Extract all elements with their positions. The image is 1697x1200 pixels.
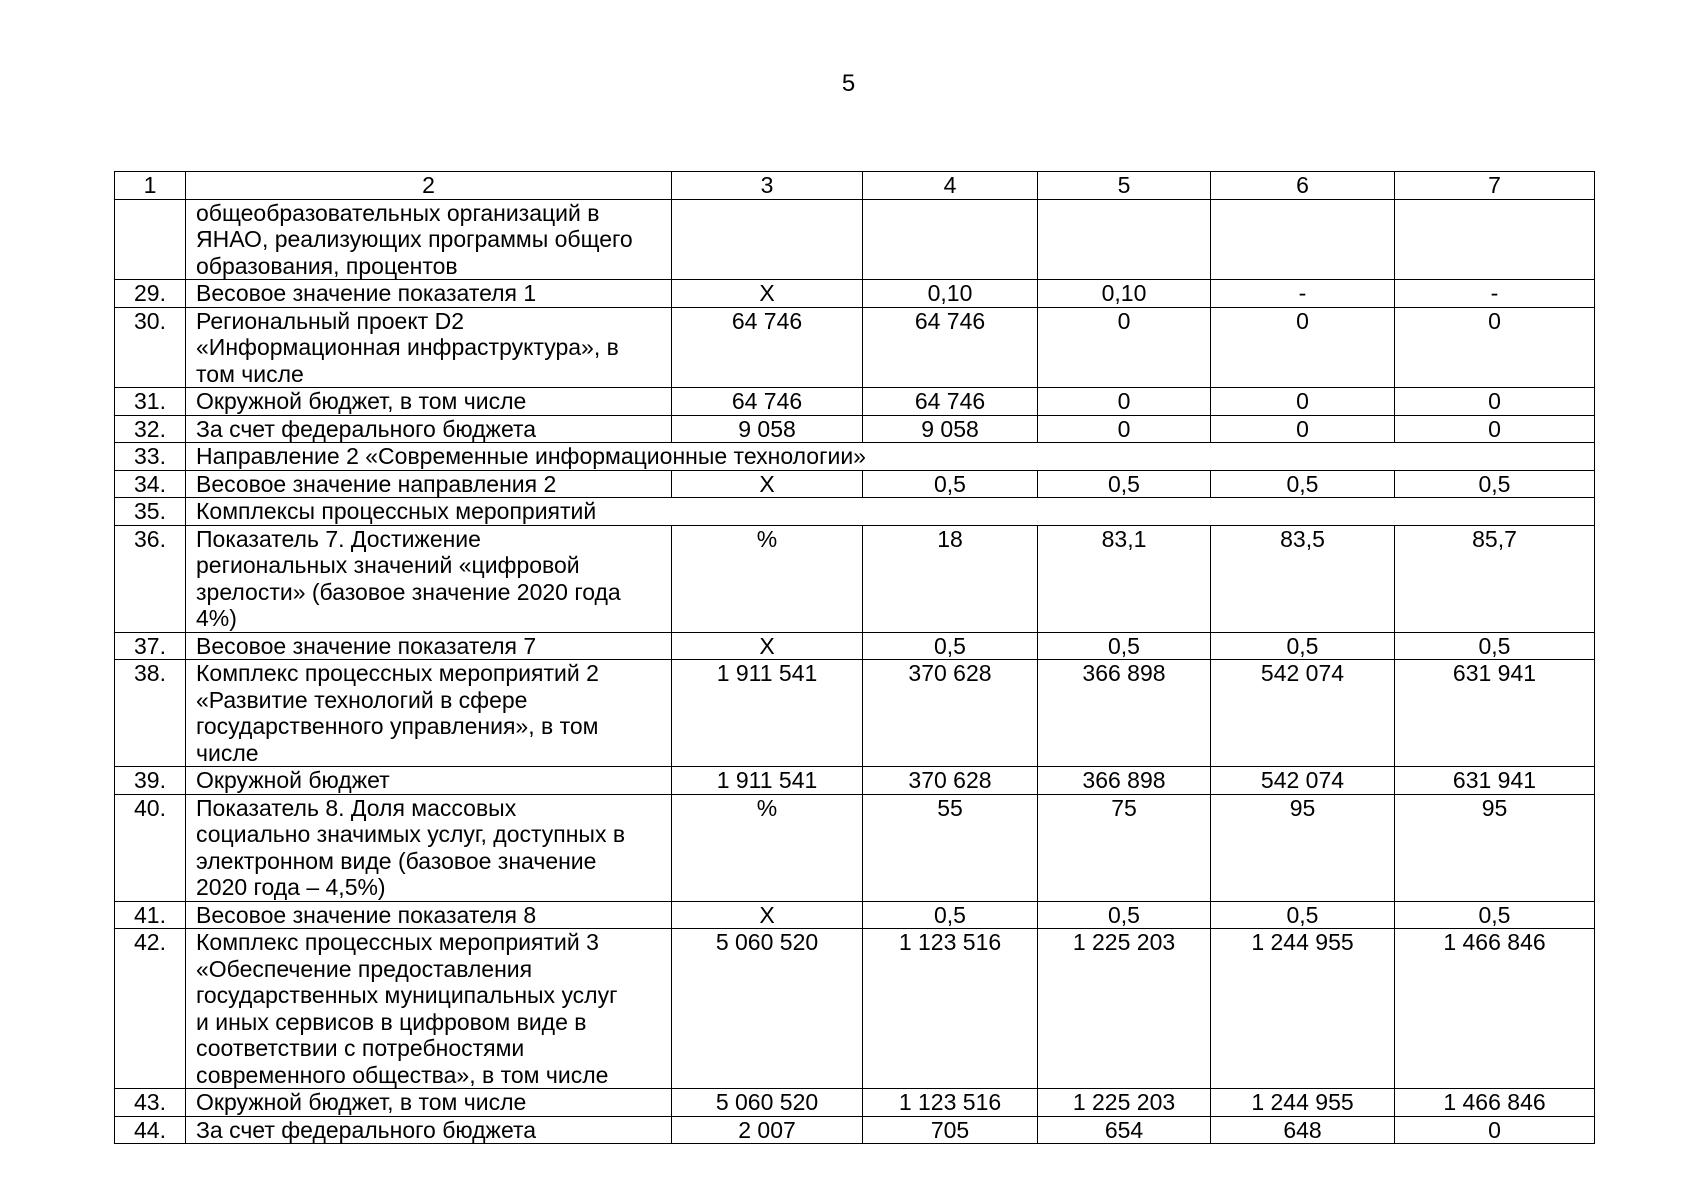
description-line: и иных сервисов в цифровом виде в xyxy=(196,1008,587,1035)
value-cell: 1 244 955 xyxy=(1211,1089,1395,1117)
value-cell: 0,5 xyxy=(863,632,1038,660)
value-cell: 0,5 xyxy=(1395,901,1595,929)
value-cell: 55 xyxy=(863,794,1038,901)
value-cell: 0 xyxy=(1211,388,1395,416)
value-cell: 1 123 516 xyxy=(863,929,1038,1089)
description-line: общеобразовательных организаций в xyxy=(196,199,600,226)
value-cell xyxy=(1395,199,1595,280)
table-row xyxy=(115,794,1595,901)
budget-table xyxy=(114,171,1595,1144)
header-cell: 2 xyxy=(186,172,672,200)
page-number: 5 xyxy=(841,70,856,97)
description-cell xyxy=(186,1116,672,1144)
table-row xyxy=(115,470,1595,498)
value-cell xyxy=(863,199,1038,280)
header-cell: 4 xyxy=(863,172,1038,200)
table-row xyxy=(115,443,1595,471)
description-line: «Обеспечение предоставления xyxy=(196,955,533,982)
value-cell: 18 xyxy=(863,525,1038,632)
value-cell: 5 060 520 xyxy=(672,929,863,1089)
row-number-cell: 39. xyxy=(115,767,186,795)
row-number-cell: 43. xyxy=(115,1089,186,1117)
description-cell xyxy=(186,525,672,632)
row-number-cell: 30. xyxy=(115,307,186,388)
table-row xyxy=(115,929,1595,1089)
description-line: Показатель 7. Достижение xyxy=(196,525,481,552)
description-line: Региональный проект D2 xyxy=(196,307,464,334)
value-cell: 1 911 541 xyxy=(672,767,863,795)
description-cell xyxy=(186,280,672,308)
table-row xyxy=(115,199,1595,280)
description-cell xyxy=(186,632,672,660)
description-line: государственного управления», в том xyxy=(196,713,599,739)
row-number-cell: 31. xyxy=(115,388,186,416)
value-cell: 64 746 xyxy=(672,307,863,388)
value-cell: 64 746 xyxy=(863,307,1038,388)
table-row xyxy=(115,660,1595,767)
value-cell: 366 898 xyxy=(1038,660,1211,767)
value-cell: 9 058 xyxy=(863,415,1038,443)
value-cell: 705 xyxy=(863,1116,1038,1144)
description-line: Комплекс процессных мероприятий 2 xyxy=(196,660,599,686)
value-cell: 64 746 xyxy=(863,388,1038,416)
description-line: Весовое значение направления 2 xyxy=(196,470,557,497)
description-cell xyxy=(186,794,672,901)
value-cell: Х xyxy=(672,632,863,660)
description-line: числе xyxy=(196,739,259,766)
description-cell xyxy=(186,199,672,280)
header-cell: 3 xyxy=(672,172,863,200)
value-cell: 0,5 xyxy=(1211,632,1395,660)
value-cell: 631 941 xyxy=(1395,660,1595,767)
row-number-cell: 44. xyxy=(115,1116,186,1144)
row-number-cell: 33. xyxy=(115,443,186,471)
section-heading-cell: Комплексы процессных мероприятий xyxy=(186,498,1595,526)
value-cell: 1 225 203 xyxy=(1038,929,1211,1089)
description-line: «Информационная инфраструктура», в xyxy=(196,334,619,360)
value-cell: Х xyxy=(672,470,863,498)
value-cell: 0,5 xyxy=(863,901,1038,929)
row-number-cell: 42. xyxy=(115,929,186,1089)
table-row xyxy=(115,280,1595,308)
value-cell: 631 941 xyxy=(1395,767,1595,795)
value-cell: 0,10 xyxy=(1038,280,1211,308)
value-cell: 2 007 xyxy=(672,1116,863,1144)
description-line: Весовое значение показателя 1 xyxy=(196,280,537,306)
value-cell: 0 xyxy=(1038,415,1211,443)
description-cell xyxy=(186,929,672,1089)
value-cell: Х xyxy=(672,901,863,929)
value-cell: 95 xyxy=(1211,794,1395,901)
description-line: Весовое значение показателя 7 xyxy=(196,632,537,659)
value-cell: 0,5 xyxy=(863,470,1038,498)
description-line: соответствии с потребностями xyxy=(196,1035,525,1061)
description-cell xyxy=(186,388,672,416)
description-line: государственных муниципальных услуг xyxy=(196,982,618,1008)
value-cell: 648 xyxy=(1211,1116,1395,1144)
table-header-row xyxy=(115,172,1595,200)
description-line: том числе xyxy=(196,360,304,387)
value-cell: 0,5 xyxy=(1038,632,1211,660)
description-line: Весовое значение показателя 8 xyxy=(196,901,537,928)
description-cell xyxy=(186,307,672,388)
description-cell xyxy=(186,660,672,767)
header-cell: 1 xyxy=(115,172,186,200)
value-cell: 0,5 xyxy=(1395,632,1595,660)
value-cell: 1 466 846 xyxy=(1395,1089,1595,1117)
table-row xyxy=(115,388,1595,416)
description-cell xyxy=(186,1089,672,1117)
value-cell: 0 xyxy=(1395,307,1595,388)
description-line: За счет федерального бюджета xyxy=(196,1116,537,1143)
row-number-cell: 34. xyxy=(115,470,186,498)
row-number-cell xyxy=(115,199,186,280)
value-cell: 366 898 xyxy=(1038,767,1211,795)
value-cell: 0,5 xyxy=(1038,901,1211,929)
value-cell: Х xyxy=(672,280,863,308)
value-cell: 0 xyxy=(1395,415,1595,443)
table-row xyxy=(115,1116,1595,1144)
value-cell: 95 xyxy=(1395,794,1595,901)
description-cell xyxy=(186,415,672,443)
value-cell: 542 074 xyxy=(1211,660,1395,767)
value-cell: 1 244 955 xyxy=(1211,929,1395,1089)
table-row xyxy=(115,498,1595,526)
value-cell: 83,5 xyxy=(1211,525,1395,632)
value-cell: 1 225 203 xyxy=(1038,1089,1211,1117)
description-cell xyxy=(186,901,672,929)
description-line: «Развитие технологий в сфере xyxy=(196,686,528,713)
value-cell: - xyxy=(1211,280,1395,308)
row-number-cell: 36. xyxy=(115,525,186,632)
description-line: образования, процентов xyxy=(196,252,458,279)
description-line: зрелости» (базовое значение 2020 года xyxy=(196,578,621,605)
value-cell: 370 628 xyxy=(863,660,1038,767)
value-cell: 0 xyxy=(1211,307,1395,388)
value-cell: 0,10 xyxy=(863,280,1038,308)
value-cell: 64 746 xyxy=(672,388,863,416)
description-line: Показатель 8. Доля массовых xyxy=(196,794,517,821)
value-cell: 0 xyxy=(1038,307,1211,388)
section-heading-cell: Направление 2 «Современные информационные технологии» xyxy=(186,443,1595,471)
value-cell: 1 911 541 xyxy=(672,660,863,767)
value-cell: 5 060 520 xyxy=(672,1089,863,1117)
description-line: Комплекс процессных мероприятий 3 xyxy=(196,929,599,955)
value-cell: 1 466 846 xyxy=(1395,929,1595,1089)
description-line: 4%) xyxy=(196,605,237,631)
value-cell: 0 xyxy=(1038,388,1211,416)
value-cell: 0,5 xyxy=(1211,470,1395,498)
value-cell: 83,1 xyxy=(1038,525,1211,632)
value-cell: 85,7 xyxy=(1395,525,1595,632)
value-cell: 0,5 xyxy=(1211,901,1395,929)
description-line: Окружной бюджет xyxy=(196,767,390,793)
value-cell: 654 xyxy=(1038,1116,1211,1144)
header-cell: 7 xyxy=(1395,172,1595,200)
row-number-cell: 35. xyxy=(115,498,186,526)
row-number-cell: 38. xyxy=(115,660,186,767)
value-cell xyxy=(1038,199,1211,280)
description-line: ЯНАО, реализующих программы общего xyxy=(196,226,633,252)
value-cell: % xyxy=(672,794,863,901)
table-row xyxy=(115,415,1595,443)
table-row xyxy=(115,307,1595,388)
value-cell: 0 xyxy=(1211,415,1395,443)
value-cell: 1 123 516 xyxy=(863,1089,1038,1117)
description-line: социально значимых услуг, доступных в xyxy=(196,821,626,847)
row-number-cell: 37. xyxy=(115,632,186,660)
description-line: 2020 года – 4,5%) xyxy=(196,874,386,900)
table-row xyxy=(115,767,1595,795)
row-number-cell: 29. xyxy=(115,280,186,308)
description-cell xyxy=(186,767,672,795)
value-cell xyxy=(672,199,863,280)
description-line: электронном виде (базовое значение xyxy=(196,847,597,874)
value-cell xyxy=(1211,199,1395,280)
value-cell: 370 628 xyxy=(863,767,1038,795)
description-line: Окружной бюджет, в том числе xyxy=(196,1089,527,1115)
table-row xyxy=(115,1089,1595,1117)
value-cell: 542 074 xyxy=(1211,767,1395,795)
value-cell: 75 xyxy=(1038,794,1211,901)
table-row xyxy=(115,901,1595,929)
description-line: Окружной бюджет, в том числе xyxy=(196,388,527,414)
description-cell xyxy=(186,470,672,498)
value-cell: 0 xyxy=(1395,1116,1595,1144)
value-cell: % xyxy=(672,525,863,632)
header-cell: 5 xyxy=(1038,172,1211,200)
row-number-cell: 41. xyxy=(115,901,186,929)
value-cell: - xyxy=(1395,280,1595,308)
value-cell: 0,5 xyxy=(1038,470,1211,498)
value-cell: 9 058 xyxy=(672,415,863,443)
table-row xyxy=(115,525,1595,632)
value-cell: 0,5 xyxy=(1395,470,1595,498)
description-line: современного общества», в том числе xyxy=(196,1061,609,1088)
value-cell: 0 xyxy=(1395,388,1595,416)
header-cell: 6 xyxy=(1211,172,1395,200)
row-number-cell: 40. xyxy=(115,794,186,901)
description-line: региональных значений «цифровой xyxy=(196,552,580,578)
row-number-cell: 32. xyxy=(115,415,186,443)
description-line: За счет федерального бюджета xyxy=(196,415,537,442)
table-row xyxy=(115,632,1595,660)
